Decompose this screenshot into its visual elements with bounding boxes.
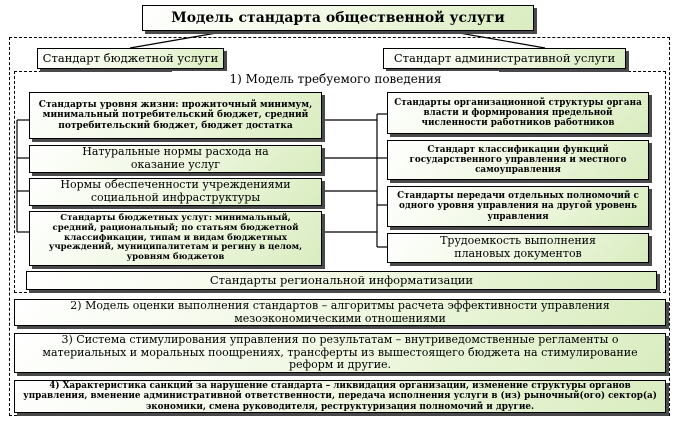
org-structure-standards-box: Стандарты организационной структуры органа власти и формирования предельной численности работников работников xyxy=(387,92,649,134)
function-classification-box: Стандарт классификации функций государственного управления и местного самоуправления xyxy=(387,140,649,180)
model4-box: 4) Характеристика санкций за нарушение стандарта – ликвидация организации, изменение структуры органов управления, вменение административной ответственности, передача исполнения услуги в (из) рыночный(ого) сектор(а) экономики, смена руководителя, реструктуризация полномочий и другие. xyxy=(14,380,666,413)
model1-title: 1) Модель требуемого поведения xyxy=(172,71,499,88)
regional-informatization-box: Стандарты региональной информатизации xyxy=(26,271,657,290)
powers-transfer-standards-box: Стандарты передачи отдельных полномочий с одного уровня управления на другой уровень управления xyxy=(387,186,649,227)
budget-service-standard: Стандарт бюджетной услуги xyxy=(37,48,224,69)
model2-box: 2) Модель оценки выполнения стандартов – алгоритмы расчета эффективности управления мезоэкономическими отношениями xyxy=(14,299,666,326)
diagram-title: Модель стандарта общественной услуги xyxy=(142,5,534,31)
infrastructure-norms-box: Нормы обеспеченности учреждениями социальной инфраструктуры xyxy=(29,178,322,206)
planning-labor-box: Трудоемкость выполнения плановых документов xyxy=(387,233,649,263)
administrative-service-standard: Стандарт административной услуги xyxy=(383,48,626,69)
budget-service-standards-box: Стандарты бюджетных услуг: минимальный, средний, рациональный; по статьям бюджетной классификации, типам и видам бюджетных учреждений, муниципалитетам и регину в целом, уровням бюджетов xyxy=(29,211,322,266)
model3-box: 3) Система стимулирования управления по результатам – внутриведомственные регламенты о материальных и моральных поощрениях, трансферты из вышестоящего бюджета на стимулирование реформ и другие. xyxy=(14,333,666,373)
living-standards-box: Стандарты уровня жизни: прожиточный минимум, минимальный потребительский бюджет, средний потребительский бюджет, бюджет достатка xyxy=(29,92,322,139)
natural-norms-box: Натуральные нормы расхода на оказание услуг xyxy=(29,145,322,173)
